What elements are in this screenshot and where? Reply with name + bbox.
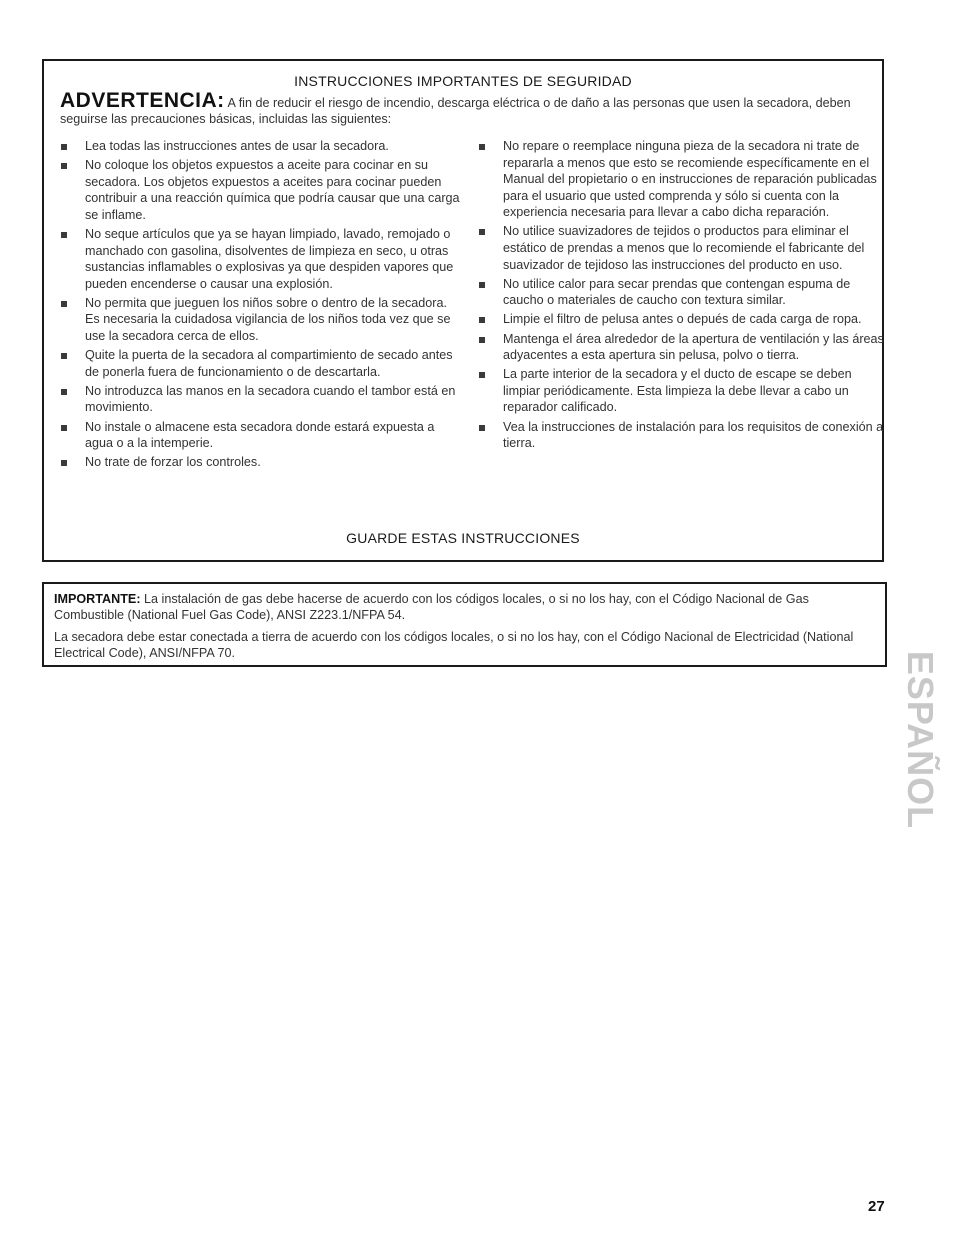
list-item: No utilice suavizadores de tejidos o productos para eliminar el estático de prendas a menos que lo recomiende el fabricante del suavizador de tejidoso las instrucciones del producto en uso. (476, 223, 886, 273)
list-item: Quite la puerta de la secadora al compartimiento de secado antes de ponerla fuera de funcionamiento o de descartarla. (58, 347, 463, 380)
bullet-icon (479, 372, 485, 378)
list-item: No utilice calor para secar prendas que contengan espuma de caucho o materiales de caucho con textura similar. (476, 276, 886, 309)
safety-instructions-box (42, 59, 884, 562)
bullet-icon (61, 232, 67, 238)
bullet-icon (479, 144, 485, 150)
language-side-tab (900, 645, 940, 835)
left-precautions-list (58, 138, 463, 473)
save-instructions-heading: GUARDE ESTAS INSTRUCCIONES (346, 530, 580, 546)
bullet-icon (61, 144, 67, 150)
list-item: No instale o almacene esta secadora donde estará expuesta a agua o a la intemperie. (58, 419, 463, 452)
list-item: No permita que jueguen los niños sobre o dentro de la secadora. Es necesaria la cuidadosa vigilancia de los niños toda vez que se use la secadora cerca de ellos. (58, 295, 463, 345)
bullet-icon (479, 317, 485, 323)
language-label: ESPAÑOL (900, 650, 942, 830)
advertencia-label: ADVERTENCIA: (60, 89, 225, 112)
important-paragraph-ground: La secadora debe estar conectada a tierra de acuerdo con los códigos locales, o si no los hay, con el Código Nacional de Electricidad (National Electrical Code), ANSI/NFPA 70. (54, 630, 854, 660)
important-paragraph-gas (54, 592, 875, 623)
warning-intro-text: A fin de reducir el riesgo de incendio, descarga eléctrica o de daño a las personas que usen la secadora, deben seguirse las precauciones básicas, incluidas las siguientes: (60, 96, 851, 126)
bullet-icon (61, 353, 67, 359)
bullet-icon (61, 460, 67, 466)
list-item: No introduzca las manos en la secadora cuando el tambor está en movimiento. (58, 383, 463, 416)
bullet-icon (61, 301, 67, 307)
bullet-icon (61, 163, 67, 169)
list-item: No trate de forzar los controles. (58, 454, 463, 471)
warning-intro (60, 89, 872, 127)
bullet-icon (479, 282, 485, 288)
bullet-icon (479, 337, 485, 343)
safety-heading: INSTRUCCIONES IMPORTANTES DE SEGURIDAD (294, 73, 632, 89)
gas-installation-text: La instalación de gas debe hacerse de acuerdo con los códigos locales, o si no los hay, con el Código Nacional de Gas Combustible (National Fuel Gas Code), ANSI Z223.1/NFPA 54. (54, 592, 809, 622)
list-item: No coloque los objetos expuestos a aceite para cocinar en su secadora. Los objetos expuestos a aceites para cocinar pueden contribuir a una reacción química que podría causar que una carga se inflame. (58, 157, 463, 223)
bullet-icon (61, 425, 67, 431)
list-item: La parte interior de la secadora y el ducto de escape se deben limpiar periódicamente. Esta limpieza la debe llevar a cabo un reparador calificado. (476, 366, 886, 416)
bullet-icon (479, 425, 485, 431)
list-item: No seque artículos que ya se hayan limpiado, lavado, remojado o manchado con gasolina, disolventes de limpieza en seco, u otras sustancias inflamables o explosivas ya que despiden vapores que pueden encenderse o causar una explosión. (58, 226, 463, 292)
list-item: Vea la instrucciones de instalación para los requisitos de conexión a tierra. (476, 419, 886, 452)
important-label: IMPORTANTE: (54, 592, 141, 606)
right-precautions-list (476, 138, 886, 454)
list-item: Mantenga el área alrededor de la apertura de ventilación y las áreas adyacentes a esta apertura sin pelusa, polvo o tierra. (476, 331, 886, 364)
bullet-icon (479, 229, 485, 235)
important-notice-box (42, 582, 887, 667)
page-number: 27 (868, 1198, 885, 1215)
list-item: No repare o reemplace ninguna pieza de la secadora ni trate de repararla a menos que esto se recomiende específicamente en el Manual del propietario o en instrucciones de reparación publicadas para el usuario que usted comprenda y sólo si cuenta con la experiencia necesaria para llevar a cabo dicha reparación. (476, 138, 886, 221)
list-item: Limpie el filtro de pelusa antes o depués de cada carga de ropa. (476, 311, 886, 328)
list-item: Lea todas las instrucciones antes de usar la secadora. (58, 138, 463, 155)
bullet-icon (61, 389, 67, 395)
